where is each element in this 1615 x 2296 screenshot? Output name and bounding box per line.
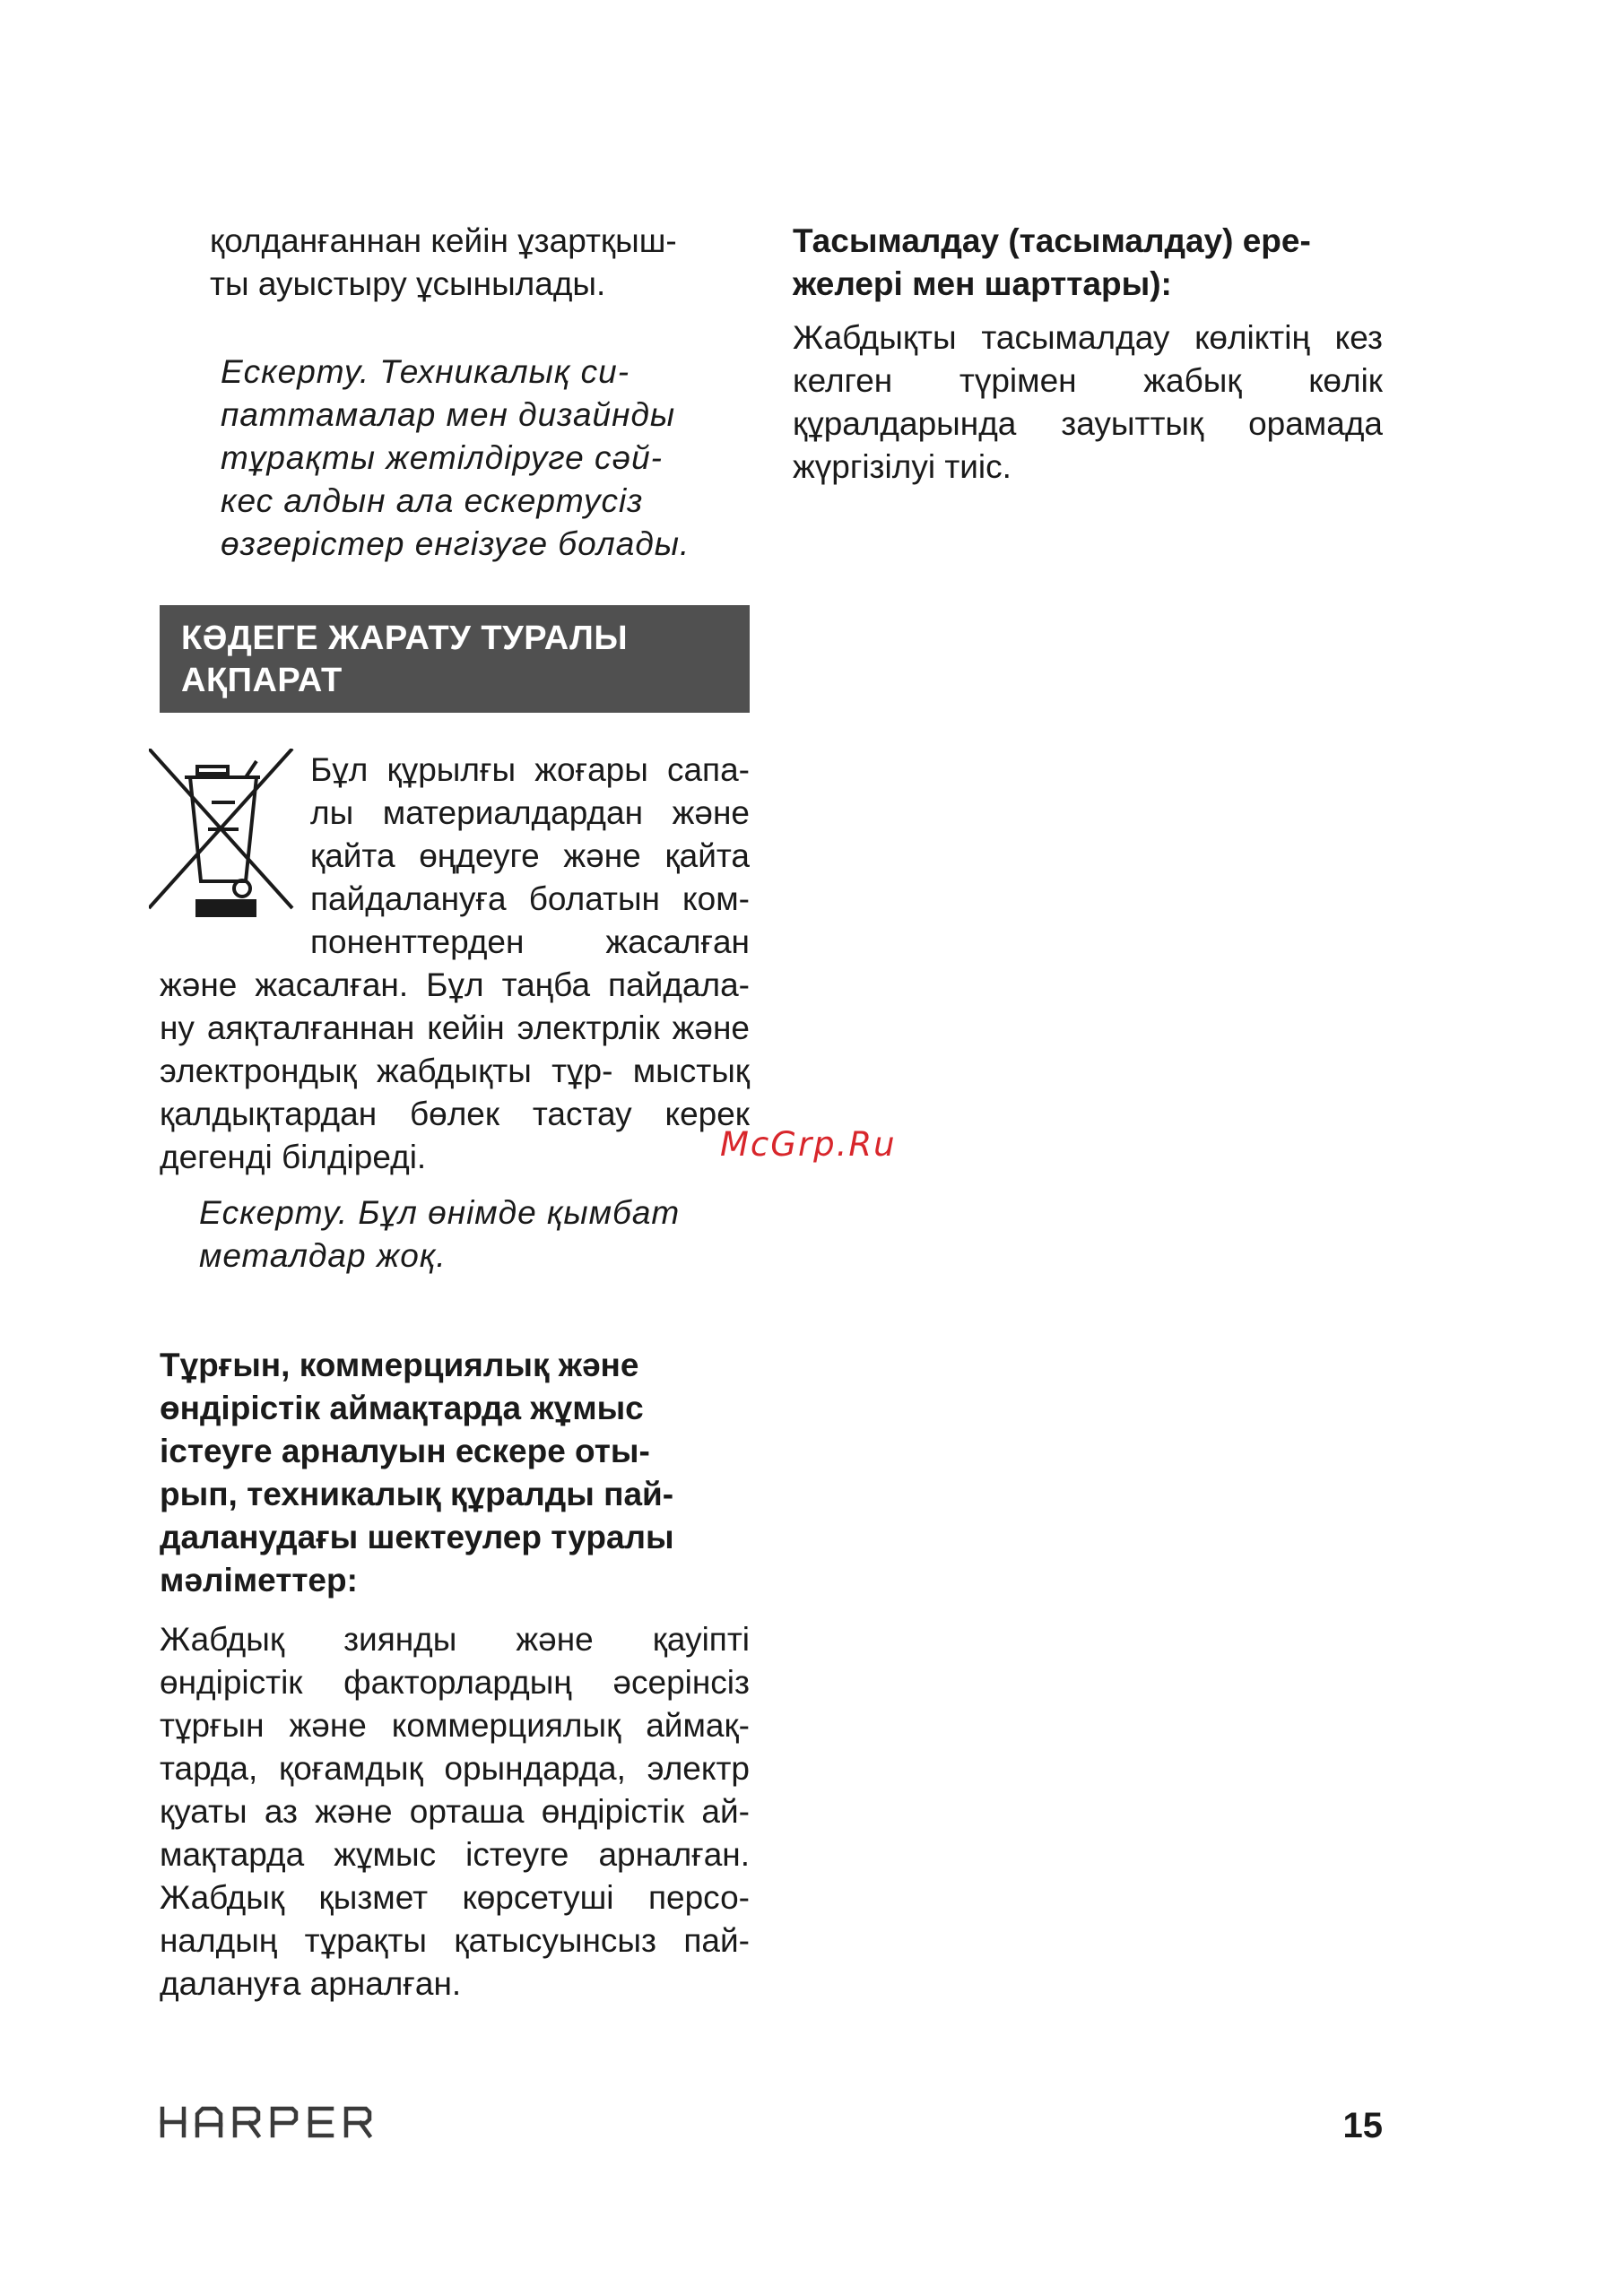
note-specifications: Ескерту. Техникалық си- паттамалар мен дизайнды тұрақты жетілдіруге сәй- кес алдын ала ескертусіз өзгерістер енгізуге болады. (221, 353, 690, 562)
restrictions-heading: Тұрғын, коммерциялық және өндірістік аймақтарда жұмыс істеуге арналуын ескере оты- рып, техникалық құралды пай- даланудағы шектеулер туралы мәліметтер: (160, 1347, 674, 1599)
intro-paragraph: қолданғаннан кейін ұзартқыш- ты ауыстыру ұсынылады. (210, 222, 677, 302)
crossed-out-wheelie-bin-icon (149, 749, 300, 923)
page-number: 15 (1342, 2106, 1383, 2145)
right-column (793, 220, 1383, 489)
transport-heading: Тасымалдау (тасымалдау) ере- желері мен шарттары): (793, 222, 1311, 302)
restrictions-text: Жабдық зиянды және қауіпті өндірістік факторлардың әсерінсіз тұрғын және коммерциялық аймақ- тарда, қоғамдық орындарда, электр қуаты аз және орташа өндірістік ай- мақтарда жұмыс істеуге арналған. Жабдық қызмет көрсетуші персо- налдың тұрақты қатысуынсыз пай- далануға арналған. (160, 1621, 750, 2002)
left-column (160, 220, 750, 2006)
disposal-block (160, 749, 750, 1179)
harper-logo (160, 2105, 377, 2145)
transport-text: Жабдықты тасымалдау көліктің кез келген түрімен жабық көлік құралдарында зауыттық орамада жүргізілуі тиіс. (793, 319, 1384, 485)
disposal-text: Бұл құрылғы жоғары сапа- лы материалдардан және қайта өңдеуге және қайта пайдалануға болатын ком- поненттерден жасалған және жасалған. Бұл таңба пайдала- ну аяқталғаннан кейін электрлік және электрондық жабдықты тұр- мыстық қалдықтардан бөлек тастау керек дегенді білдіреді. (160, 751, 750, 1175)
disposal-section-heading: КӘДЕГЕ ЖАРАТУ ТУРАЛЫ АҚПАРАТ (160, 605, 750, 713)
watermark-text: McGrp.Ru (720, 1125, 897, 1164)
note-precious-metals: Ескерту. Бұл өнімде қымбат металдар жоқ. (199, 1194, 681, 1274)
